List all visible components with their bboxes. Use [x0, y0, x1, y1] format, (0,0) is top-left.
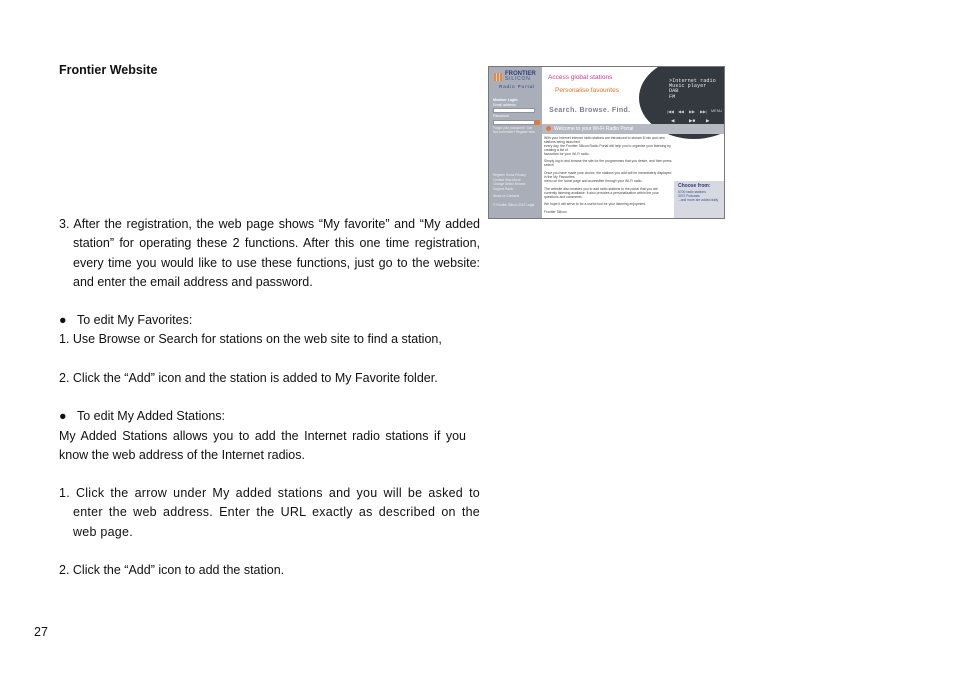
- member-login-label: Member Login: [493, 98, 518, 102]
- sidebar-link-row[interactable]: Support Radio: [493, 186, 514, 191]
- body-line: Frontier Silicon: [544, 210, 567, 215]
- copyright-text: © Frontier Silicon 2007 Legal: [493, 203, 535, 207]
- radio-menu-item: DAB: [669, 88, 679, 95]
- page-number: 27: [34, 625, 48, 639]
- body-line: questions and comments.: [544, 194, 583, 199]
- website-screenshot: [488, 66, 725, 219]
- added-step-1: 1. Click the arrow under My added stations and you will be asked to enter the web address. Enter the URL exactly as described on the web page.: [59, 486, 480, 539]
- added-step-2: 2. Click the “Add” icon to add the station.: [59, 563, 285, 577]
- favorites-title: To edit My Favorites:: [77, 313, 193, 327]
- welcome-title: Welcome to your Wi-Fi Radio Portal: [554, 125, 634, 132]
- body-line: We hope it will serve to be a useful tool for your listening enjoyment.: [544, 202, 647, 207]
- body-line: Simply log in and browse the site for the programmes that you desire, and then press select!: [544, 159, 672, 168]
- choose-from-title: Choose from:: [678, 183, 711, 189]
- bullet-icon: ●: [59, 409, 67, 423]
- favorites-step-2: 2. Click the “Add” icon and the station is added to My Favorite folder.: [59, 371, 438, 385]
- email-field[interactable]: [493, 108, 535, 113]
- choose-from-item[interactable]: 3072 Podcasts: [678, 194, 700, 198]
- frontier-logo-icon: [494, 73, 502, 81]
- logo-text-frontier: FRONTIER: [505, 71, 536, 77]
- rewind-icon: ◀◀: [678, 110, 684, 114]
- logo-text-silicon: SILICON: [505, 76, 531, 82]
- radio-menu-item: Music player: [669, 83, 707, 90]
- added-intro: My Added Stations allows you to add the Internet radio stations if you know the web address of the Internet radios.: [59, 429, 466, 463]
- prev-track-icon: |◀◀: [667, 110, 674, 114]
- play-stop-icon: ▶■: [689, 118, 696, 123]
- body-line: every day, the Frontier Silicon Radio Portal will help you to organise your listening by creating a list of: [544, 143, 671, 152]
- password-field[interactable]: [493, 120, 535, 125]
- welcome-bar: [542, 124, 724, 134]
- fast-forward-icon: ▶▶: [689, 110, 695, 114]
- body-line: With your Internet internet radio stations are introduced to stream 8 min and new stations being launched: [544, 136, 665, 144]
- search-browse-find-text: Search. Browse. Find.: [549, 107, 631, 114]
- added-title: To edit My Added Stations:: [77, 409, 226, 423]
- welcome-icon: [546, 126, 551, 131]
- left-arrow-icon: ◀: [671, 118, 675, 123]
- welcome-body: [544, 137, 672, 215]
- login-button[interactable]: [535, 120, 540, 125]
- added-heading: [59, 407, 466, 426]
- body-line: favourites for your Wi-Fi radio.: [544, 151, 590, 156]
- choose-from-item: ...and more are added daily: [678, 198, 719, 202]
- body-line: menu on the home page and accessible through your Wi-Fi radio.: [544, 178, 643, 183]
- choose-from-panel: [674, 181, 724, 218]
- next-track-icon: ▶▶|: [700, 110, 707, 114]
- body-line: Once you have made your choice, the stations you add will be immediately displayed in the My Favourites: [544, 171, 672, 180]
- personalise-text: Personalise favourites: [555, 87, 619, 94]
- register-link[interactable]: Not a member? Register here: [493, 130, 535, 134]
- sidebar-link-row[interactable]: About us Contacts: [493, 194, 520, 198]
- password-label: Password: [493, 114, 509, 118]
- sidebar-link-row[interactable]: Change Select Browse: [493, 182, 526, 186]
- radio-menu-item: >Internet radio: [669, 78, 716, 84]
- radio-menu: [669, 79, 716, 100]
- favorites-step-1: 1. Use Browse or Search for stations on the web site to find a station,: [59, 332, 442, 346]
- sidebar-link-row[interactable]: Register Terms Privacy: [493, 173, 526, 177]
- radio-menu-item: FM: [669, 93, 676, 100]
- favorites-heading: [59, 311, 466, 330]
- right-arrow-icon: ▶: [706, 118, 710, 123]
- registration-paragraph: 3. After the registration, the web page shows “My favorite” and “My added station” for operating these 2 functions. After this one time registration, every time you would like to use these functions, just go to the website: and enter the email address and password.: [59, 217, 480, 289]
- email-label: Email address: [493, 103, 516, 107]
- menu-icon: MENU: [711, 109, 723, 113]
- forgot-password-link[interactable]: Forgot your password? Join: [493, 126, 533, 130]
- portal-title: Radio Portal: [499, 84, 536, 89]
- body-line: The website also enables you to add radio stations to the portal that you are: [544, 186, 658, 191]
- body-line: currently listening available. It also provides a personalisation within the your: [544, 190, 659, 195]
- section-heading: Frontier Website: [59, 63, 158, 77]
- screenshot-sidebar: [489, 67, 542, 218]
- access-stations-text: Access global stations: [548, 74, 613, 81]
- sidebar-link-row[interactable]: Contact Help About: [493, 177, 521, 182]
- choose-from-item[interactable]: 6700 radio stations: [678, 190, 706, 194]
- bullet-icon: ●: [59, 313, 67, 327]
